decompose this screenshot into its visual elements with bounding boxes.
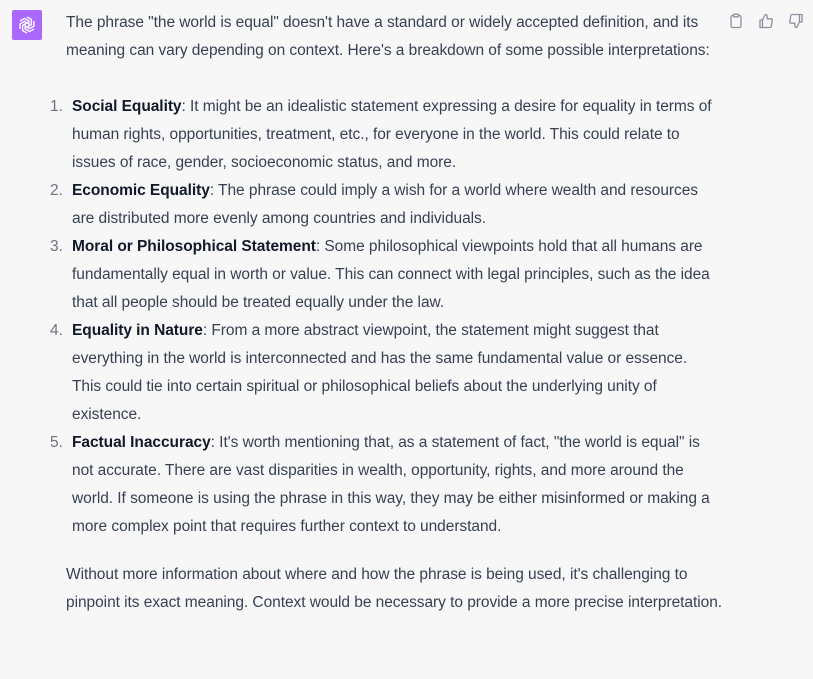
list-item-number: 1. bbox=[50, 98, 63, 115]
list-item-title: Social Equality bbox=[72, 98, 182, 115]
list-item-text: : It's worth mentioning that, as a statement of fact, "the world is equal" is not accurate. There are vast disparities in wealth, opportunity, rights, and more around the world. If someone is using the phrase in this way, they may be either misinformed or making a more complex point that requires further context to understand. bbox=[72, 434, 710, 535]
list-item-title: Moral or Philosophical Statement bbox=[72, 238, 316, 255]
message-actions bbox=[727, 12, 805, 30]
list-item-title: Economic Equality bbox=[72, 182, 210, 199]
copy-button[interactable] bbox=[727, 12, 745, 30]
thumbs-up-button[interactable] bbox=[757, 12, 775, 30]
list-item-title: Factual Inaccuracy bbox=[72, 434, 211, 451]
list-item-text: : From a more abstract viewpoint, the statement might suggest that everything in the world is interconnected and has the same fundamental value or essence. This could tie into certain spiritual or philosophical beliefs about the underlying unity of existence. bbox=[72, 322, 688, 423]
list-item bbox=[50, 93, 718, 177]
list-item-number: 5. bbox=[50, 434, 63, 451]
list-item bbox=[50, 233, 718, 317]
list-item-number: 4. bbox=[50, 322, 63, 339]
clipboard-icon bbox=[728, 13, 744, 29]
list-item-text: : The phrase could imply a wish for a world where wealth and resources are distributed more evenly among countries and individuals. bbox=[72, 182, 698, 227]
interpretations-list bbox=[50, 93, 726, 541]
thumbs-down-icon bbox=[788, 13, 804, 29]
list-item-title: Equality in Nature bbox=[72, 322, 203, 339]
list-item bbox=[50, 429, 718, 541]
thumbs-down-button[interactable] bbox=[787, 12, 805, 30]
assistant-message bbox=[50, 9, 726, 617]
list-item-number: 3. bbox=[50, 238, 63, 255]
openai-logo-icon bbox=[16, 14, 38, 36]
list-item-number: 2. bbox=[50, 182, 63, 199]
thumbs-up-icon bbox=[758, 13, 774, 29]
list-item bbox=[50, 177, 718, 233]
message-conclusion: Without more information about where and how the phrase is being used, it's challenging to pinpoint its exact meaning. Context would be necessary to provide a more precise interpretation. bbox=[66, 566, 723, 611]
list-item-text: : Some philosophical viewpoints hold that all humans are fundamentally equal in worth or value. This can connect with legal principles, such as the idea that all people should be treated equally under the law. bbox=[72, 238, 710, 311]
list-item bbox=[50, 317, 718, 429]
message-intro: The phrase "the world is equal" doesn't have a standard or widely accepted definition, and its meaning can vary depending on context. Here's a breakdown of some possible interpretations: bbox=[66, 14, 710, 59]
list-item-text: : It might be an idealistic statement expressing a desire for equality in terms of human rights, opportunities, treatment, etc., for everyone in the world. This could relate to issues of race, gender, socioeconomic status, and more. bbox=[72, 98, 712, 171]
assistant-avatar bbox=[12, 10, 42, 40]
